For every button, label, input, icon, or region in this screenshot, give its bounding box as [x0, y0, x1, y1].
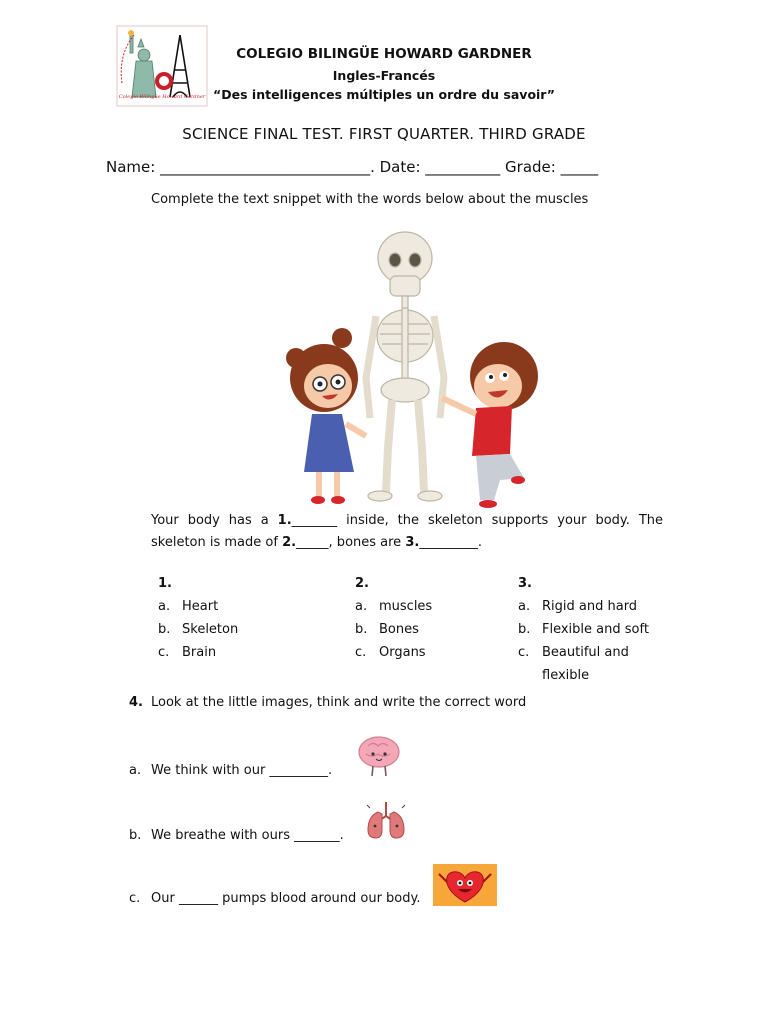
test-title: SCIENCE FINAL TEST. FIRST QUARTER. THIRD GRADE	[182, 125, 586, 143]
blank-1[interactable]: _______	[291, 513, 338, 528]
heart-icon	[433, 864, 497, 910]
skeleton-figure	[366, 232, 444, 501]
blank-number-1: 1.	[277, 513, 292, 528]
boy-figure	[442, 342, 538, 508]
options-column-1	[158, 576, 318, 664]
blank-2[interactable]: _____	[296, 535, 329, 550]
option-item[interactable]: c. Brain	[158, 645, 217, 660]
skeleton-illustration	[262, 228, 552, 510]
paragraph-text: inside, the skeleton supports your body. The skeleton is made of	[151, 513, 663, 550]
question-text: Look at the little images, think and write the correct word	[150, 695, 527, 710]
option-item[interactable]: b. Flexible and soft	[518, 622, 649, 637]
girl-figure	[286, 328, 366, 504]
sentence-b[interactable]: b. We breathe with ours _______.	[129, 828, 344, 843]
option-item[interactable]: b. Bones	[355, 622, 419, 637]
options-column-3	[518, 576, 678, 687]
paragraph-text: , bones are	[328, 535, 406, 550]
sentence-c[interactable]: c. Our ______ pumps blood around our body.	[129, 891, 421, 906]
paragraph-text: Your body has a	[151, 513, 278, 528]
paragraph-text: .	[477, 535, 482, 550]
option-number: 1.	[158, 576, 172, 591]
student-info-line[interactable]: Name: ____________________________. Date: __________ Grade: _____	[106, 158, 599, 176]
option-item[interactable]: c. Organs	[355, 645, 426, 660]
fill-in-paragraph	[151, 510, 663, 554]
school-name: COLEGIO BILINGÜE HOWARD GARDNER	[236, 46, 532, 62]
option-item[interactable]: a. muscles	[355, 599, 433, 614]
school-languages: Ingles-Francés	[332, 68, 436, 83]
option-number: 3.	[518, 576, 532, 591]
instruction-text: Complete the text snippet with the words below about the muscles	[151, 192, 589, 207]
option-item[interactable]: b. Skeleton	[158, 622, 239, 637]
question-4	[129, 695, 526, 710]
brain-icon	[356, 734, 402, 782]
option-item[interactable]: a. Heart	[158, 599, 219, 614]
blank-number-2: 2.	[282, 535, 297, 550]
blank-number-3: 3.	[405, 535, 420, 550]
option-item[interactable]: a. Rigid and hard	[518, 599, 638, 614]
option-number: 2.	[355, 576, 369, 591]
lungs-icon	[364, 798, 408, 846]
option-item[interactable]: c. Beautiful and flexible	[518, 645, 629, 683]
school-motto: “Des intelligences múltiples un ordre du savoir”	[213, 87, 555, 102]
options-column-2	[355, 576, 505, 664]
blank-3[interactable]: _________	[419, 535, 478, 550]
sentence-a[interactable]: a. We think with our _________.	[129, 763, 333, 778]
logo-caption: Colegio Bilingüe Howard Gardner	[118, 94, 206, 100]
question-number: 4.	[129, 695, 143, 710]
